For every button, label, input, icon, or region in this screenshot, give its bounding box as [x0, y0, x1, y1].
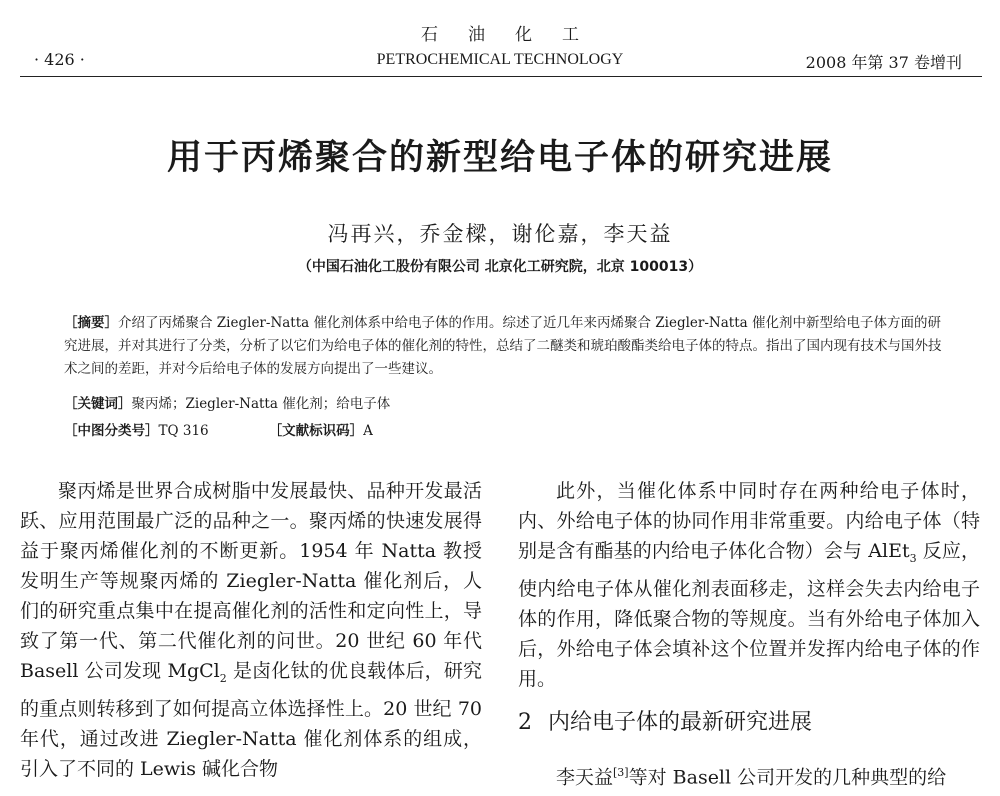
doc-code-value: A [363, 423, 373, 439]
keywords-label: ［关键词］ [64, 396, 132, 412]
abstract-text: 介绍了丙烯聚合 Ziegler-Natta 催化剂体系中给电子体的作用。综述了近几年来丙烯聚合 Ziegler-Natta 催化剂中新型给电子体方面的研究进展，并对其进行了分类，分析了以它们为给电子体的催化剂的特性，总结了二醚类和琥珀酸酯类给电子体的特点。指出了国内现有技术与国外技术之间的差距，并对今后给电子体的发展方向提出了一些建议。 [64, 315, 942, 377]
abstract [64, 312, 944, 381]
header-rule [20, 76, 982, 77]
section-title: 内给电子体的最新研究进展 [548, 710, 813, 735]
abstract-label: ［摘要］ [64, 315, 118, 331]
doc-code-label: ［文献标识码］ [268, 423, 364, 439]
keywords [64, 392, 390, 412]
citation: [3] [613, 766, 629, 779]
body-paragraph [518, 476, 980, 694]
section-heading [518, 705, 812, 736]
body-text: 此外，当催化体系中同时存在两种给电子体时，内、外给电子体的协同作用非常重要。内给电子体（特别是含有酯基的内给电子体化合物）会与 AlEt [518, 480, 980, 562]
subscript: 2 [219, 671, 227, 685]
article-authors: 冯再兴，乔金樑，谢伦嘉，李天益 [327, 222, 673, 246]
classification [64, 419, 373, 439]
body-paragraph [518, 758, 980, 792]
page-number: · 426 · [34, 50, 85, 69]
body-text: 李天益 [556, 766, 614, 789]
body-text: 等对 Basell 公司开发的几种典型的给 [628, 766, 947, 789]
body-text: 聚丙烯是世界合成树脂中发展最快、品种开发最活跃、应用范围最广泛的品种之一。聚丙烯的快速发展得益于聚丙烯催化剂的不断更新。1954 年 Natta 教授发明生产等规聚丙烯的 Ziegler-Natta 催化剂后，人们的研究重点集中在提高催化剂的活性和定向性上，导致了第一代、第二代催化剂的问世。20 世纪 60 年代 Basell 公司发现 MgCl [20, 480, 482, 682]
body-right-column-continued [518, 758, 980, 792]
article-affiliation: （中国石油化工股份有限公司 北京化工研究院，北京 100013） [297, 259, 703, 275]
issue-info: 2008 年第 37 卷增刊 [805, 53, 962, 72]
clc-label: ［中图分类号］ [64, 423, 159, 439]
body-left-column [20, 476, 482, 784]
subscript: 3 [909, 551, 917, 565]
journal-name-cn: 石油化工 [421, 25, 609, 45]
section-number: 2 [518, 710, 532, 735]
body-text: 反应，使内给电子体从催化剂表面移走，这样会失去内给电子体的作用，降低聚合物的等规度。当有外给电子体加入后，外给电子体会填补这个位置并发挥内给电子体的作用。 [518, 540, 981, 690]
body-text: 是卤化钛的优良载体后，研究的重点则转移到了如何提高立体选择性上。20 世纪 70 年代，通过改进 Ziegler-Natta 催化剂体系的组成，引入了不同的 Lewis 碱化合物 [20, 660, 482, 780]
keywords-text: 聚丙烯；Ziegler-Natta 催化剂；给电子体 [131, 396, 391, 412]
article-title: 用于丙烯聚合的新型给电子体的研究进展 [166, 138, 833, 178]
journal-name-en: PETROCHEMICAL TECHNOLOGY [376, 51, 624, 68]
body-paragraph [20, 476, 482, 784]
body-right-column [518, 476, 980, 694]
clc-value: TQ 316 [158, 423, 209, 439]
